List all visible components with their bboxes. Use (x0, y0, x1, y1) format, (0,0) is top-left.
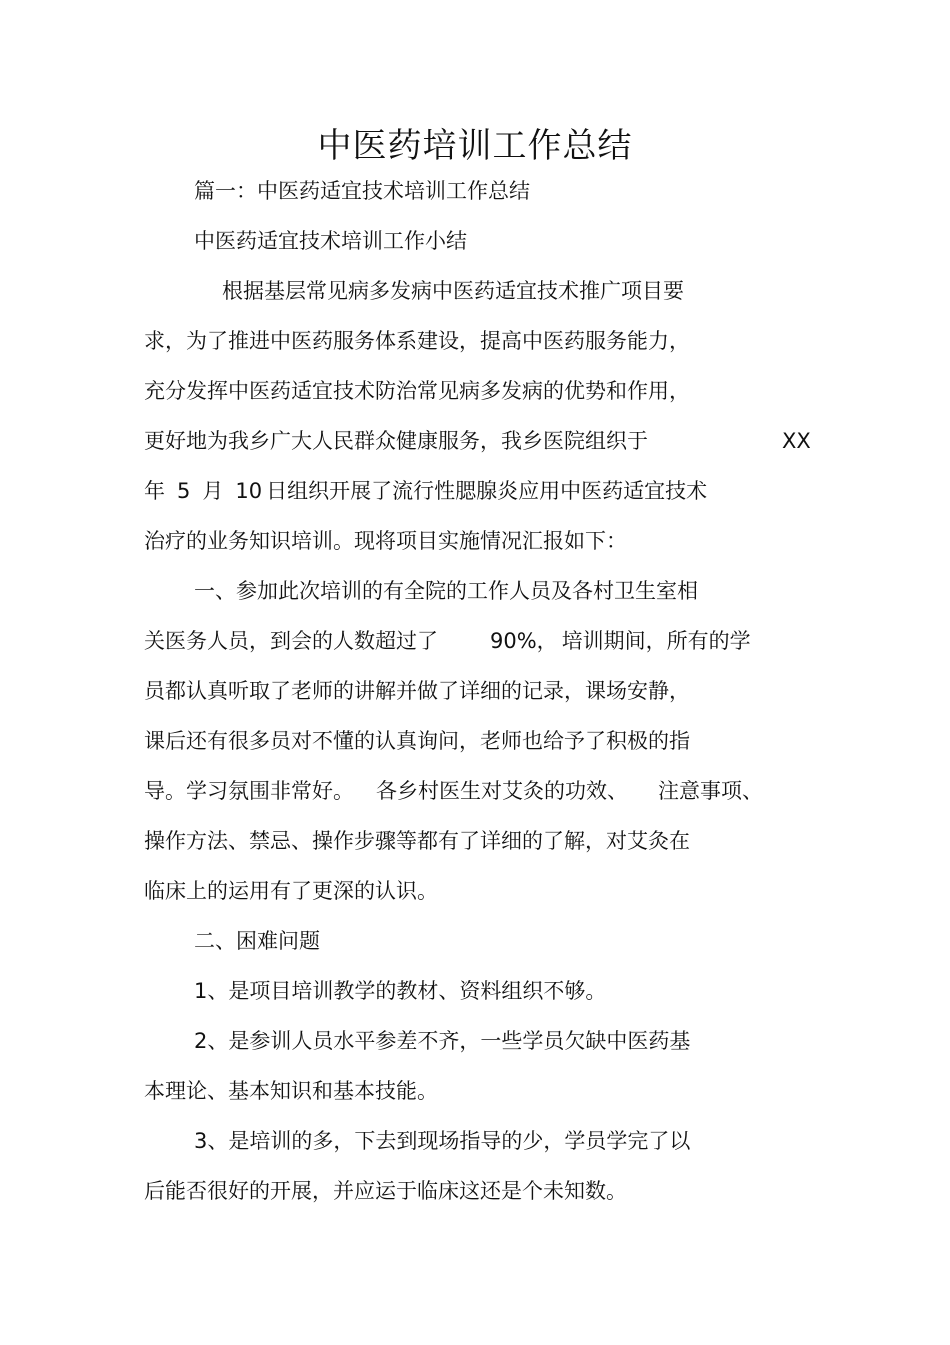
part2-item-3-line-1: 3、是培训的多，下去到现场指导的少，学员学完了以 (194, 1129, 691, 1153)
intro-month-unit: 月 (202, 479, 224, 503)
intro-line-1: 根据基层常见病多发病中医药适宜技术推广项目要 (222, 279, 684, 303)
part1-line-6: 操作方法、禁忌、操作步骤等都有了详细的了解，对艾灸在 (144, 829, 690, 853)
part2-item-3-line-2: 后能否很好的开展，并应运于临床这还是个未知数。 (144, 1179, 627, 1203)
part1-line-2-tail: 培训期间，所有的学 (561, 629, 751, 653)
part2-item-1: 1、是项目培训教学的教材、资料组织不够。 (194, 979, 607, 1003)
part1-line-5-b: 各乡村医生对艾灸的功效、 (376, 779, 628, 803)
part1-line-5-a: 导。学习氛围非常好。 (144, 779, 354, 803)
document-title: 中医药培训工作总结 (317, 126, 633, 166)
part1-line-4: 课后还有很多员对不懂的认真询问，老师也给予了积极的指 (144, 729, 690, 753)
attendance-percentage: 90%， (490, 629, 558, 653)
intro-year-unit: 年 (144, 479, 165, 503)
intro-line-6: 治疗的业务知识培训。现将项目实施情况汇报如下： (144, 529, 627, 553)
part1-line-2-text: 关医务人员，到会的人数超过了 (144, 629, 438, 653)
intro-line-3: 充分发挥中医药适宜技术防治常见病多发病的优势和作用， (144, 379, 690, 403)
intro-line-5 (144, 476, 707, 506)
part1-line-2 (144, 626, 751, 656)
intro-line-4 (144, 426, 648, 456)
intro-line-2: 求，为了推进中医药服务体系建设，提高中医药服务能力， (144, 329, 690, 353)
intro-line-4-text: 更好地为我乡广大人民群众健康服务，我乡医院组织于 (144, 429, 648, 453)
part1-line-1: 一、参加此次培训的有全院的工作人员及各村卫生室相 (194, 579, 698, 603)
part1-line-3: 员都认真听取了老师的讲解并做了详细的记录，课场安静， (144, 679, 690, 703)
part2-heading: 二、困难问题 (194, 929, 320, 953)
intro-line-5-text: 日组织开展了流行性腮腺炎应用中医药适宜技术 (266, 479, 708, 503)
part2-item-2-line-1: 2、是参训人员水平参差不齐，一些学员欠缺中医药基 (194, 1029, 691, 1053)
section-heading: 中医药适宜技术培训工作小结 (194, 229, 467, 253)
part1-line-7: 临床上的运用有了更深的认识。 (144, 879, 438, 903)
intro-month-number: 5 (177, 479, 191, 503)
part2-item-2-line-2: 本理论、基本知识和基本技能。 (144, 1079, 438, 1103)
subtitle: 篇一：中医药适宜技术培训工作总结 (194, 179, 530, 203)
intro-year-placeholder: XX (782, 429, 811, 453)
part1-line-5 (144, 776, 763, 806)
intro-day-number: 10 (235, 479, 263, 503)
part1-line-5-c: 注意事项、 (658, 779, 763, 803)
